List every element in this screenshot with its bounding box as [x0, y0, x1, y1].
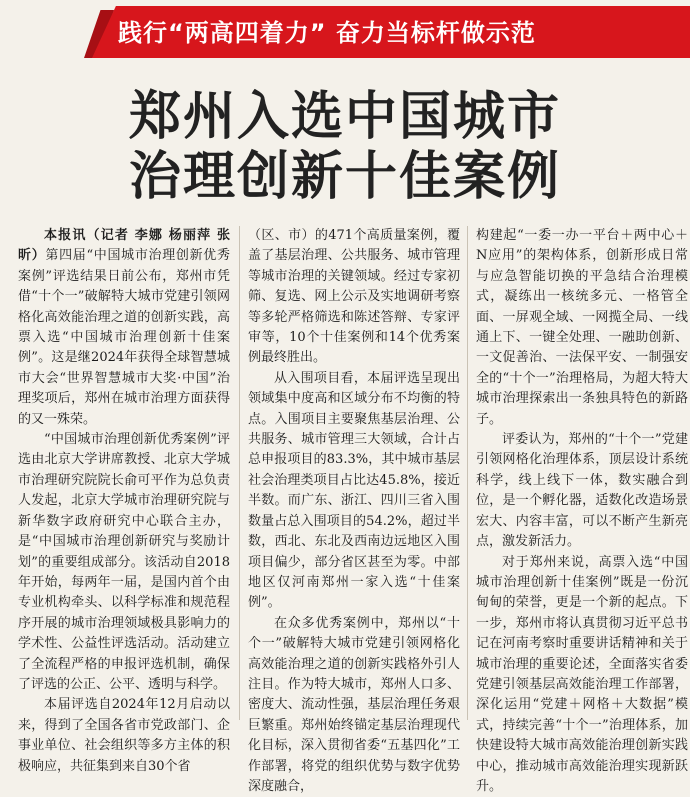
article-column-2 — [248, 226, 460, 720]
paragraph-text: 第四届“中国城市治理创新优秀案例”评选结果日前公布，郑州市凭借“十个一”破解特大城市党建引领网格化高效能治理之道的创新实践，高票入选“中国城市治理创新十佳案例”。这是继2024年获得全球智慧城市大会“世界智慧城市大奖·中国”治理奖项后，郑州在城市治理方面获得的又一殊荣。 — [18, 248, 230, 426]
article-paragraph — [18, 226, 230, 430]
article-column-1 — [18, 226, 230, 720]
article-column-3 — [476, 226, 688, 720]
article-paragraph: 从入围项目看，本届评选呈现出领域集中度高和区域分布不均衡的特点。入围项目主要聚焦基层治理、公共服务、城市管理三大领域，合计占总申报项目的83.3%，其中城市基层社会治理类项目占比达45.8%，接近半数。而广东、浙江、四川三省入围数量占总入围项目的54.2%，超过半数，西北、东北及西南边远地区入围项目偏少，部分省区甚至为零。中部地区仅河南郑州一家入选“十佳案例”。 — [248, 369, 460, 614]
article-body — [18, 226, 690, 720]
banner-title: 践行“两高四着力” 奋力当标杆做示范 — [118, 13, 678, 48]
article-paragraph: 评委认为，郑州的“十个一”党建引领网格化治理体系，顶层设计系统科学，线上线下一体，数实融合到位，是一个孵化器，适数化改造场景宏大、内容丰富，可以不断产生新亮点，激发新活力。 — [476, 430, 688, 552]
article-paragraph: “中国城市治理创新优秀案例”评选由北京大学讲席教授、北京大学城市治理研究院院长俞可平作为总负责人发起，北京大学城市治理研究院与新华数字政府研究中心联合主办，是“中国城市治理创新研究与奖励计划”的重要组成部分。该活动自2018年开始，每两年一届，是国内首个由专业机构牵头、以科学标准和规范程序开展的城市治理领域极具影响力的学术性、公益性评选活动。活动建立了全流程严格的申报评选机制，确保了评选的公正、公平、透明与科学。 — [18, 430, 230, 695]
article-paragraph: 在众多优秀案例中，郑州以“十个一”破解特大城市党建引领网格化高效能治理之道的创新实践格外引人注目。作为特大城市，郑州人口多、密度大、流动性强，基层治理任务艰巨繁重。郑州始终锚定基层治理现代化目标，深入贯彻省委“五基四化”工作部署，将党的组织优势与数字优势深度融合， — [248, 614, 460, 797]
article-paragraph: 本届评选自2024年12月启动以来，得到了全国各省市党政部门、企事业单位、社会组织等多方主体的积极响应，共征集到来自30个省 — [18, 695, 230, 777]
article-byline: 本报讯（记者 李娜 杨丽萍 张昕） — [18, 228, 230, 263]
article-paragraph: 构建起“一委一办一平台＋两中心＋N应用”的架构体系，创新形成日常与应急智能切换的平急结合治理模式，凝练出一核统多元、一格管全面、一屏观全域、一网揽全局、一线通上下、一键全处理、一融助创新、一文促善治、一法保平安、一制强安全的“十个一”治理格局，为超大特大城市治理探索出一条独具特色的新路子。 — [476, 226, 688, 430]
article-paragraph: （区、市）的471个高质量案例，覆盖了基层治理、公共服务、城市管理等城市治理的关键领域。经过专家初筛、复选、网上公示及实地调研考察等多轮严格筛选和陈述答辩、专家评审等，10个十佳案例和14个优秀案例最终胜出。 — [248, 226, 460, 369]
headline-line-2: 治理创新十佳案例 — [0, 148, 690, 206]
section-banner — [0, 0, 690, 64]
headline-line-1: 郑州入选中国城市 — [0, 88, 690, 146]
article-paragraph: 对于郑州来说，高票入选“中国城市治理创新十佳案例”既是一份沉甸甸的荣誉，更是一个新的起点。下一步，郑州市将认真贯彻习近平总书记在河南考察时重要讲话精神和关于城市治理的重要论述，全面落实省委党建引领基层高效能治理工作部署，深化运用“党建＋网格＋大数据”模式，持续完善“十个一”治理体系，加快建设特大城市高效能治理创新实践中心，推动城市高效能治理实现新跃升。 — [476, 553, 688, 797]
